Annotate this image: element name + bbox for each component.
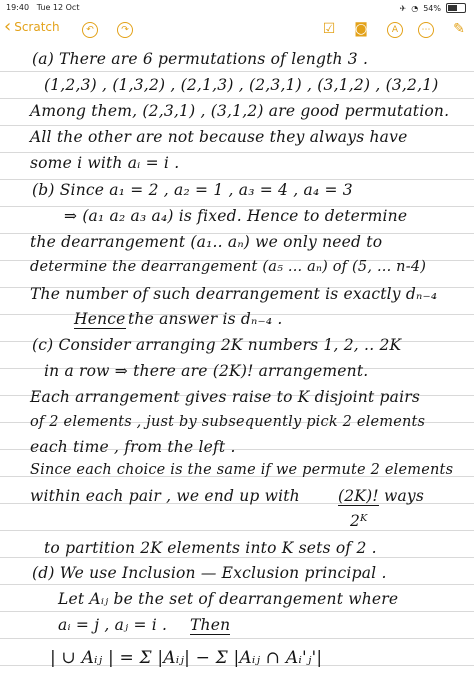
line-c-each: Each arrangement gives raise to K disjoint pairs — [30, 388, 421, 406]
line-c-ways: ways — [384, 487, 425, 505]
line-a-fixed: some i with aᵢ = i . — [30, 154, 180, 172]
line-b-since: (b) Since a₁ = 2 , a₂ = 1 , a₃ = 4 , a₄ = 3 — [32, 181, 353, 199]
markup-pen-icon[interactable]: A — [387, 22, 403, 38]
undo-icon[interactable]: ↶ — [82, 22, 98, 38]
checklist-icon[interactable]: ☑ — [322, 21, 336, 37]
line-b-determine: determine the dearrangement (a₅ ... aₙ) of (5, ... n-4) — [30, 259, 427, 275]
line-a-intro: (a) There are 6 permutations of length 3 . — [32, 50, 369, 68]
line-a-perms: (1,2,3) , (1,3,2) , (2,1,3) , (2,3,1) , (3,1,2) , (3,2,1) — [44, 76, 439, 94]
fraction-numerator: (2K)! — [338, 487, 379, 505]
line-a-others: All the other are not because they always have — [30, 128, 408, 146]
line-c-since: Since each choice is the same if we permute 2 elements — [30, 462, 454, 478]
line-d-inclusion: (d) We use Inclusion — Exclusion principal . — [32, 564, 387, 582]
line-b-fixed: ⇒ (a₁ a₂ a₃ a₄) is fixed. Hence to determine — [64, 207, 408, 225]
line-d-let: Let Aᵢⱼ be the set of dearrangement where — [58, 590, 399, 608]
status-right — [400, 3, 466, 13]
line-c-pairs: of 2 elements , just by subsequently pick 2 elements — [30, 414, 426, 430]
airplane-icon: ✈ — [399, 3, 407, 13]
line-d-formula: | ∪ Aᵢⱼ | = Σ |Aᵢⱼ| − Σ |Aᵢⱼ ∩ Aᵢ'ⱼ'| — [50, 648, 323, 668]
line-c-partition: to partition 2K elements into K sets of 2 . — [44, 539, 377, 557]
more-icon[interactable]: ⋯ — [418, 22, 434, 38]
line-c-consider: (c) Consider arranging 2K numbers 1, 2, .. 2K — [32, 336, 402, 354]
clock-text: 19:40 — [6, 3, 30, 12]
wifi-icon: ◔ — [411, 3, 419, 13]
battery-icon — [446, 3, 466, 13]
line-d-then: Then — [190, 616, 231, 634]
line-a-good: Among them, (2,3,1) , (3,1,2) are good permutation. — [30, 102, 450, 120]
status-bar — [0, 0, 474, 14]
note-page[interactable] — [0, 44, 474, 678]
camera-icon[interactable]: ◙ — [354, 21, 368, 37]
line-c-row: in a row ⇒ there are (2K)! arrangement. — [44, 362, 369, 380]
fraction-denominator: 2ᴷ — [350, 512, 368, 530]
toolbar — [0, 14, 474, 44]
redo-icon[interactable]: ↷ — [117, 22, 133, 38]
chevron-left-icon: ‹ — [4, 16, 12, 37]
line-d-cond: aᵢ = j , aⱼ = i . — [58, 616, 168, 634]
back-label: Scratch — [14, 20, 60, 34]
status-time — [6, 3, 79, 12]
line-b-dearr: the dearrangement (a₁.. aₙ) we only need to — [30, 233, 383, 251]
date-text: Tue 12 Oct — [36, 3, 80, 12]
line-b-answer: the answer is dₙ₋₄ . — [128, 310, 283, 328]
back-button[interactable] — [4, 16, 60, 37]
line-b-number: The number of such dearrangement is exactly dₙ₋₄ — [30, 285, 438, 303]
compose-icon[interactable]: ✎ — [453, 21, 465, 37]
battery-percent: 54% — [423, 3, 441, 13]
line-b-hence: Hence — [74, 310, 126, 328]
line-c-within: within each pair , we end up with — [30, 487, 300, 505]
line-c-left: each time , from the left . — [30, 438, 236, 456]
